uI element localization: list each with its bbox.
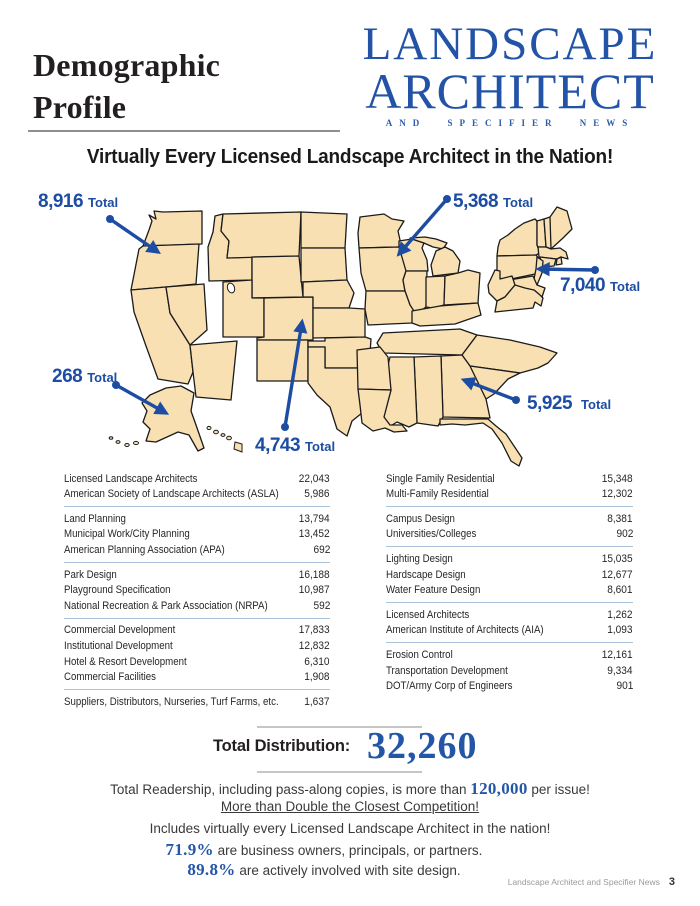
table-row-label: Suppliers, Distributors, Nurseries, Turf Farms, etc. xyxy=(64,695,279,708)
callout-arrow-northeast xyxy=(539,269,595,270)
total-distribution-label: Total Distribution: xyxy=(213,737,351,755)
callout-suffix: Total xyxy=(305,439,336,454)
table-row-value: 17,833 xyxy=(299,624,330,637)
title-divider-rule xyxy=(28,130,340,132)
owners-post: are business owners, principals, or partners. xyxy=(217,843,483,858)
callout-suffix: Total xyxy=(610,279,641,294)
table-row-label: Campus Design xyxy=(386,512,455,525)
state-michigan xyxy=(431,247,460,276)
table-row-label: Transportation Development xyxy=(386,664,508,677)
footnote-readership xyxy=(0,779,700,799)
callout-suffix: Total xyxy=(88,195,119,210)
logo-tagline: AND SPECIFIER NEWS xyxy=(385,118,635,128)
table-row-label: National Recreation & Park Association (NRPA) xyxy=(64,599,268,612)
table-row-value: 13,794 xyxy=(299,512,330,525)
distribution-table-left xyxy=(64,470,330,709)
table-row-label: Commercial Development xyxy=(64,624,176,637)
state-minnesota xyxy=(358,214,404,248)
table-row xyxy=(386,642,633,662)
callout-suffix: Total xyxy=(503,195,534,210)
table-row-value: 9,334 xyxy=(607,664,633,677)
footnote-competition: More than Double the Closest Competition! xyxy=(220,799,480,814)
table-row-value: 15,035 xyxy=(602,552,633,565)
table-row-value: 1,262 xyxy=(607,608,633,621)
table-row xyxy=(64,618,330,638)
table-row-value: 692 xyxy=(313,543,330,556)
state-new-york xyxy=(497,219,540,256)
callout-suffix: Total xyxy=(87,370,118,385)
table-row-label: Water Feature Design xyxy=(386,584,481,597)
table-row xyxy=(386,566,633,582)
state-ohio xyxy=(444,270,480,305)
callout-value: 4,743 xyxy=(255,435,301,456)
footer-magazine-name: Landscape Architect and Specifier News xyxy=(507,877,660,887)
table-row-value: 13,452 xyxy=(299,528,330,541)
site-design-post: are actively involved with site design. xyxy=(239,863,461,878)
table-row xyxy=(64,470,330,486)
table-row xyxy=(64,562,330,582)
callout-alaska-hawaii xyxy=(52,366,117,388)
table-row xyxy=(64,653,330,669)
table-row xyxy=(386,526,633,542)
hawaii-island-big-island xyxy=(234,442,242,452)
table-row xyxy=(386,546,633,566)
table-row-value: 1,093 xyxy=(607,624,633,637)
aleutian-island xyxy=(109,437,113,440)
hawaii-island-oahu xyxy=(214,430,219,434)
state-maine xyxy=(550,207,572,249)
magazine-logo xyxy=(337,18,683,128)
aleutian-island xyxy=(116,441,120,444)
table-row xyxy=(64,506,330,526)
aleutian-island xyxy=(125,444,129,447)
table-row-label: American Planning Association (APA) xyxy=(64,543,225,556)
table-row-value: 12,161 xyxy=(602,648,633,661)
table-row-value: 12,302 xyxy=(602,488,633,501)
table-row-label: Land Planning xyxy=(64,512,126,525)
table-row xyxy=(386,602,633,622)
table-row-label: Licensed Architects xyxy=(386,608,470,621)
table-row xyxy=(64,689,330,709)
page-title-line1: Demographic xyxy=(33,47,221,83)
callout-value: 5,925 xyxy=(527,393,573,414)
table-row-label: Institutional Development xyxy=(64,639,173,652)
us-distribution-map xyxy=(0,185,700,475)
table-row xyxy=(386,582,633,598)
state-missouri xyxy=(365,291,414,325)
table-row-label: Universities/Colleges xyxy=(386,528,477,541)
footnote-includes: Includes virtually every Licensed Landscape Architect in the nation! xyxy=(149,821,551,836)
site-design-highlight: 89.8% xyxy=(187,860,236,879)
callout-mountain-central xyxy=(255,435,335,457)
readership-pre: Total Readership, including pass-along copies, is more than xyxy=(110,782,467,797)
table-row-value: 592 xyxy=(313,599,330,612)
table-row-label: Single Family Residential xyxy=(386,472,495,485)
table-row-label: Licensed Landscape Architects xyxy=(64,472,198,485)
state-alabama xyxy=(414,356,443,426)
table-row xyxy=(64,597,330,613)
table-row xyxy=(64,637,330,653)
table-row-value: 901 xyxy=(616,680,633,693)
table-row-label: American Institute of Architects (AIA) xyxy=(386,624,544,637)
table-row xyxy=(386,622,633,638)
callout-value: 268 xyxy=(52,366,83,387)
table-row-label: Park Design xyxy=(64,568,117,581)
table-row-label: DOT/Army Corp of Engineers xyxy=(386,680,513,693)
footnote-owners xyxy=(0,840,700,860)
total-distribution-value: 32,260 xyxy=(367,725,478,767)
table-row-label: Municipal Work/City Planning xyxy=(64,528,190,541)
table-row-value: 15,348 xyxy=(602,472,633,485)
table-row-value: 8,381 xyxy=(607,512,633,525)
state-indiana xyxy=(426,276,445,308)
total-rule-bottom xyxy=(257,771,422,773)
table-row-value: 5,986 xyxy=(304,488,330,501)
table-row xyxy=(64,541,330,557)
readership-post: per issue! xyxy=(531,782,590,797)
table-row-value: 6,310 xyxy=(304,655,330,668)
state-tennessee xyxy=(377,329,477,355)
table-row-label: Erosion Control xyxy=(386,648,453,661)
callout-pacific-west xyxy=(38,191,118,213)
table-row xyxy=(64,669,330,685)
state-wyoming xyxy=(252,256,303,298)
table-row-value: 902 xyxy=(616,528,633,541)
state-south-dakota xyxy=(301,248,347,282)
table-row-value: 1,908 xyxy=(304,671,330,684)
state-oregon xyxy=(131,244,199,290)
owners-highlight: 71.9% xyxy=(165,840,214,859)
logo-architect: ARCHITECT xyxy=(365,63,655,119)
page-footer xyxy=(508,876,675,888)
table-row-label: Playground Specification xyxy=(64,584,171,597)
table-row-label: Lighting Design xyxy=(386,552,453,565)
callout-upper-midwest xyxy=(453,191,533,213)
table-row-value: 1,637 xyxy=(304,695,330,708)
callout-value: 7,040 xyxy=(560,275,606,296)
callout-southeast xyxy=(527,393,611,415)
page-title xyxy=(33,44,220,128)
hawaii-island-maui xyxy=(227,436,232,440)
distribution-table-right xyxy=(386,470,633,693)
table-row-label: Multi-Family Residential xyxy=(386,488,489,501)
table-row-value: 10,987 xyxy=(299,584,330,597)
table-row-label: Commercial Facilities xyxy=(64,671,156,684)
callout-suffix: Total xyxy=(581,397,612,412)
state-montana xyxy=(221,212,301,258)
state-kansas xyxy=(313,308,365,338)
state-arkansas xyxy=(357,347,391,390)
table-row-value: 8,601 xyxy=(607,584,633,597)
logo-landscape: LANDSCAPE xyxy=(362,18,658,70)
table-row-value: 16,188 xyxy=(299,568,330,581)
state-arizona xyxy=(190,341,237,400)
table-row xyxy=(64,526,330,542)
state-alaska xyxy=(142,386,204,451)
state-colorado xyxy=(257,297,313,340)
callout-northeast xyxy=(560,275,640,297)
footer-page-number: 3 xyxy=(668,876,675,888)
table-row xyxy=(386,662,633,678)
hawaii-island-kauai xyxy=(207,426,211,429)
aleutian-island xyxy=(134,441,139,444)
table-row-label: Hardscape Design xyxy=(386,568,466,581)
page-title-line2: Profile xyxy=(33,89,127,125)
table-row-value: 12,832 xyxy=(299,639,330,652)
table-row xyxy=(386,470,633,486)
table-row xyxy=(386,486,633,502)
table-row-value: 22,043 xyxy=(299,472,330,485)
state-new-mexico xyxy=(257,340,308,381)
table-row xyxy=(64,582,330,598)
table-row xyxy=(386,506,633,526)
readership-highlight: 120,000 xyxy=(470,779,528,798)
table-row-label: American Society of Landscape Architects (ASLA) xyxy=(64,488,279,501)
table-row-value: 12,677 xyxy=(602,568,633,581)
table-row xyxy=(386,678,633,694)
table-row-label: Hotel & Resort Development xyxy=(64,655,187,668)
state-washington xyxy=(143,211,202,246)
callout-value: 8,916 xyxy=(38,191,84,212)
us-map-svg xyxy=(0,185,700,475)
table-row xyxy=(64,486,330,502)
state-florida xyxy=(440,419,522,466)
hawaii-island-molokai xyxy=(221,434,225,437)
state-north-dakota xyxy=(301,212,347,248)
headline: Virtually Every Licensed Landscape Architect in the Nation! xyxy=(86,146,614,168)
callout-value: 5,368 xyxy=(453,191,499,212)
